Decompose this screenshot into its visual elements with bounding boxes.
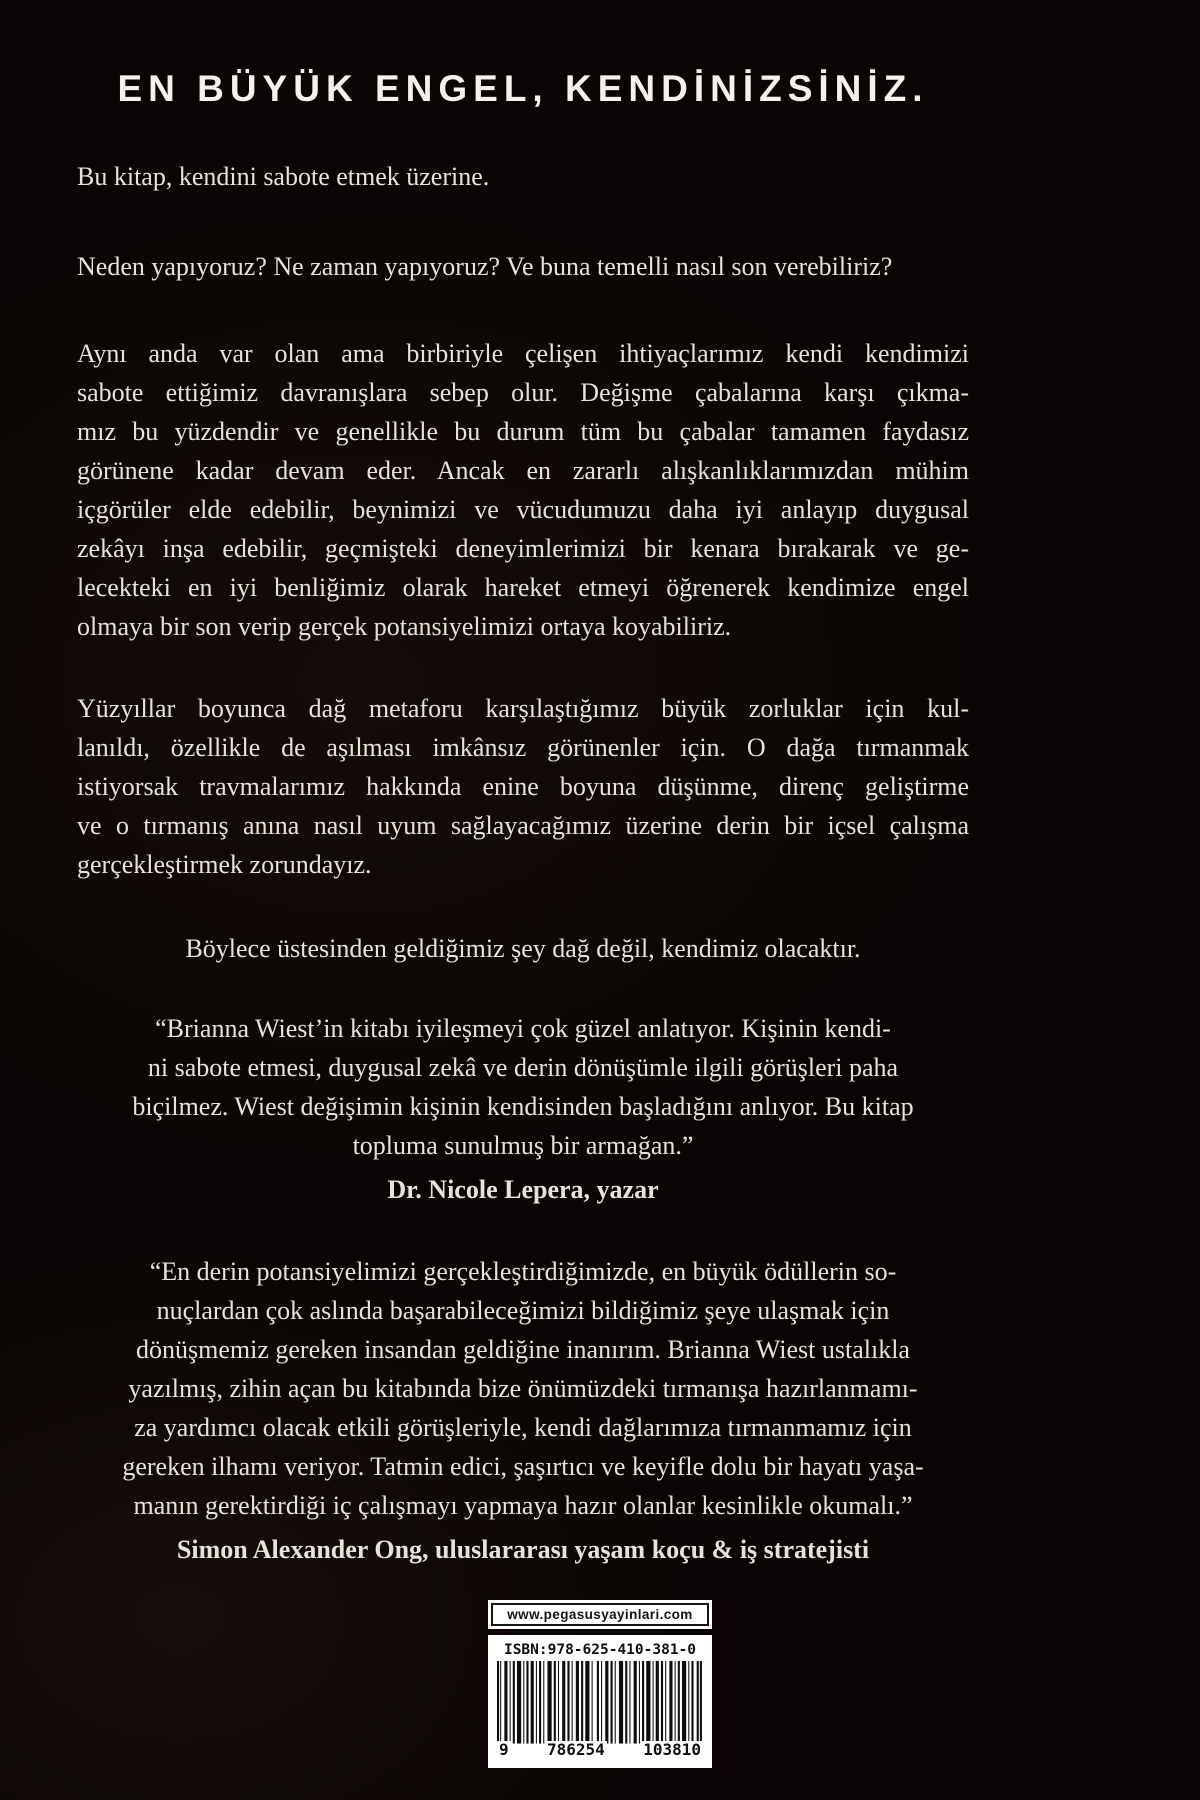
quote-attribution: Dr. Nicole Lepera, yazar [387, 1175, 659, 1204]
paragraph-line: lanıldı, özellikle de aşılması imkânsız görünenler için. O dağa tırmanmak [77, 733, 969, 762]
endorsement-quote-ong [77, 1252, 969, 1569]
back-cover-text-column [77, 0, 969, 1569]
quote-line: yazılmış, zihin açan bu kitabında bize önümüzdeki tırmanışa hazırlanmamı- [128, 1374, 918, 1403]
paragraph-line: lecekteki en iyi benliğimiz olarak hareket etmeyi öğrenerek kendimize engel [77, 573, 969, 602]
paragraph-line: görünene kadar devam eder. Ancak en zararlı alışkanlıklarımızdan mühim [77, 456, 969, 485]
quote-attribution: Simon Alexander Ong, uluslararası yaşam koçu & iş stratejisti [176, 1535, 870, 1564]
quote-line: manın gerektirdiği iç çalışmayı yapmaya hazır olanlar kesinlikle okumalı.” [133, 1491, 913, 1520]
quote-line: ni sabote etmesi, duygusal zekâ ve derin dönüşümle ilgili görüşleri paha [147, 1053, 899, 1082]
isbn-barcode-box [488, 1635, 712, 1768]
paragraph-line: mız bu yüzdendir ve genellikle bu durum tüm bu çabalar tamamen faydasız [77, 417, 969, 446]
barcode-digit-group: 786254 [547, 1740, 605, 1759]
quote-line: gereken ilhamı veriyor. Tatmin edici, şaşırtıcı ve keyifle dolu bir hayatı yaşa- [122, 1452, 924, 1481]
paragraph-line: içgörüler elde edebilir, beynimizi ve vücudumuzu daha iyi anlayıp duygusal [77, 495, 969, 524]
paragraph-line: Bu kitap, kendini sabote etmek üzerine. [77, 162, 490, 191]
isbn-label: ISBN:978-625-410-381-0 [503, 1642, 697, 1658]
quote-line: biçilmez. Wiest değişimin kişinin kendisinden başladığını anlıyor. Bu kitap [132, 1092, 914, 1121]
quote-line: topluma sunulmuş bir armağan.” [352, 1131, 694, 1160]
quote-line: “Brianna Wiest’in kitabı iyileşmeyi çok güzel anlatıyor. Kişinin kendi- [155, 1014, 891, 1043]
publisher-website-box [491, 1603, 709, 1626]
paragraph-line: olmaya bir son verip gerçek potansiyelimizi ortaya koyabiliriz. [77, 612, 732, 641]
body-paragraph-needs [77, 334, 969, 646]
paragraph-line: istiyorsak travmalarımız hakkında enine boyuna düşünme, direnç geliştirme [77, 772, 969, 801]
barcode-digit-group: 9 [499, 1740, 509, 1759]
quote-line: dönüşmemiz gereken insandan geldiğine inanırım. Brianna Wiest ustalıkla [136, 1335, 910, 1364]
publisher-website: www.pegasusyayinlari.com [507, 1607, 693, 1622]
body-paragraph-mountain [77, 689, 969, 884]
barcode-digit-group: 103810 [643, 1740, 701, 1759]
barcode-digits [497, 1741, 703, 1759]
quote-line: “En derin potansiyelimizi gerçekleştirdiğimizde, en büyük ödüllerin so- [149, 1257, 897, 1286]
paragraph-line: gerçekleştirmek zorundayız. [77, 850, 372, 879]
paragraph-line: Aynı anda var olan ama birbiriyle çelişen ihtiyaçlarımız kendi kendimizi [77, 339, 969, 368]
paragraph-line: ve o tırmanış anına nasıl uyum sağlayacağımız üzerine derin bir içsel çalışma [77, 811, 969, 840]
headline: EN BÜYÜK ENGEL, KENDİNİZSİNİZ. [117, 68, 929, 109]
intro-paragraph [77, 157, 969, 196]
questions-paragraph [77, 247, 969, 286]
paragraph-line: Yüzyıllar boyunca dağ metaforu karşılaştığımız büyük zorluklar için kul- [77, 694, 969, 723]
paragraph-line: Böylece üstesinden geldiğimiz şey dağ değil, kendimiz olacaktır. [185, 934, 861, 963]
paragraph-line: zekâyı inşa edebilir, geçmişteki deneyimlerimizi bir kenara bırakarak ve ge- [77, 534, 969, 563]
endorsement-quote-lepera [77, 1009, 969, 1209]
quote-line: za yardımcı olacak etkili görüşleriyle, kendi dağlarımıza tırmanmamız için [134, 1413, 912, 1442]
publisher-footer [488, 1600, 712, 1768]
closing-line [77, 929, 969, 968]
paragraph-line: Neden yapıyoruz? Ne zaman yapıyoruz? Ve buna temelli nasıl son verebiliriz? [77, 252, 893, 281]
paragraph-line: sabote ettiğimiz davranışlara sebep olur. Değişme çabalarına karşı çıkma- [77, 378, 969, 407]
quote-line: nuçlardan çok aslında başarabileceğimizi bildiğimiz şeye ulaşmak için [156, 1296, 890, 1325]
